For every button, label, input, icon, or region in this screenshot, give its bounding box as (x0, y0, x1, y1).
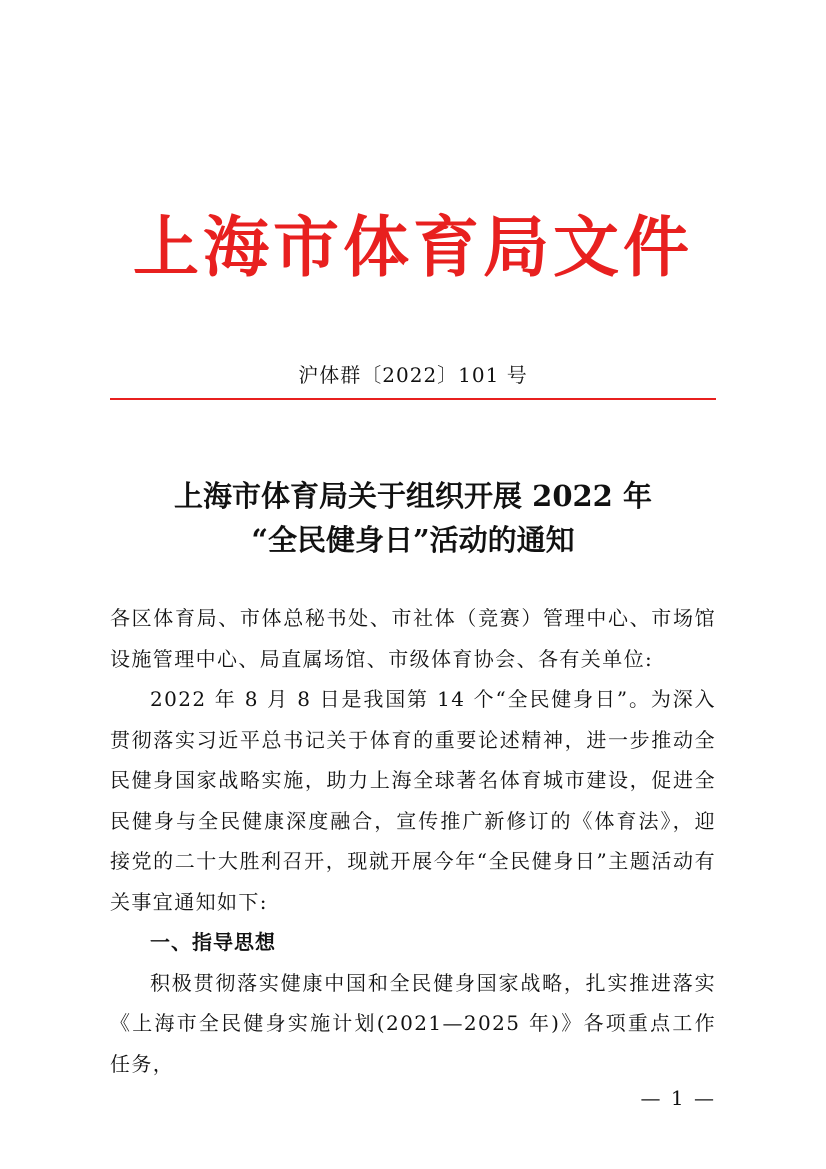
guiding-thought-paragraph: 积极贯彻落实健康中国和全民健身国家战略，扎实推进落实《上海市全民健身实施计划(2021—2025 年)》各项重点工作任务， (110, 970, 716, 1076)
document-body (110, 598, 716, 1084)
document-number: 沪体群〔2022〕101 号 (298, 363, 528, 387)
red-divider-line (110, 398, 716, 400)
notice-title-line-2: “全民健身日”活动的通知 (251, 523, 575, 557)
section-heading-guiding-thought: 一、指导思想 (150, 930, 276, 954)
masthead-title: 上海市体育局文件 (133, 209, 693, 286)
addressee-paragraph: 各区体育局、市体总秘书处、市社体（竞赛）管理中心、市场馆设施管理中心、局直属场馆、市级体育协会、各有关单位: (110, 606, 716, 671)
page-number: — 1 — (640, 1086, 716, 1110)
notice-title-line-1: 上海市体育局关于组织开展 2022 年 (174, 479, 652, 513)
notice-title (0, 474, 826, 562)
intro-paragraph: 2022 年 8 月 8 日是我国第 14 个“全民健身日”。为深入贯彻落实习近平总书记关于体育的重要论述精神，进一步推动全民健身国家战略实施，助力上海全球著名体育城市建设，促进全民健身与全民健康深度融合，宣传推广新修订的《体育法》，迎接党的二十大胜利召开，现就开展今年“全民健身日”主题活动有关事宜通知如下: (110, 687, 716, 914)
